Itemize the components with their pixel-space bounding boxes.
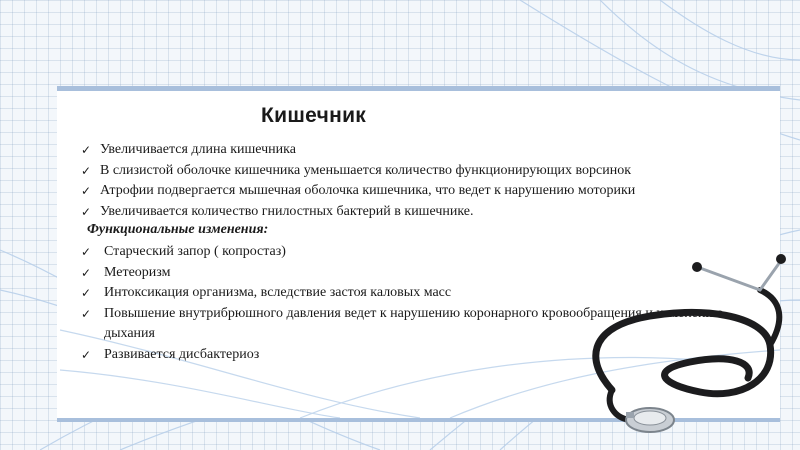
check-mark-icon: ✓: [81, 347, 92, 362]
check-mark-icon: ✓: [81, 245, 92, 259]
list-item: ✓ Увеличивается количество гнилостных бактерий в кишечнике.: [80, 202, 635, 223]
list-item: ✓ Интоксикация организма, вследствие застоя каловых масс: [80, 283, 764, 304]
check-mark-icon: ✓: [81, 163, 92, 178]
check-mark-icon: ✓: [81, 184, 92, 198]
functional-changes-heading: Функциональные изменения:: [87, 222, 269, 237]
check-mark-icon: ✓: [81, 143, 92, 157]
list-item: ✓ Атрофии подвергается мышечная оболочка кишечника, что ведет к нарушению моторики: [80, 181, 635, 202]
list-item: ✓ Старческий запор ( копростаз): [80, 242, 764, 263]
list-item: ✓ В слизистой оболочке кишечника уменьшается количество функционирующих ворсинок: [80, 161, 635, 182]
check-mark-icon: ✓: [81, 265, 92, 280]
list-item: ✓ Развивается дисбактериоз: [80, 345, 764, 366]
slide-title: Кишечник: [261, 104, 367, 127]
check-mark-icon: ✓: [81, 306, 92, 321]
list-item: ✓ Повышение внутрибрюшного давления ведет к нарушению коронарного кровообращения и изменению дыхания: [81, 305, 724, 341]
check-mark-icon: ✓: [81, 204, 92, 219]
check-mark-icon: ✓: [81, 286, 92, 300]
list-item: ✓ Метеоризм: [80, 263, 764, 284]
list-item: ✓ Увеличивается длина кишечника: [80, 140, 635, 161]
